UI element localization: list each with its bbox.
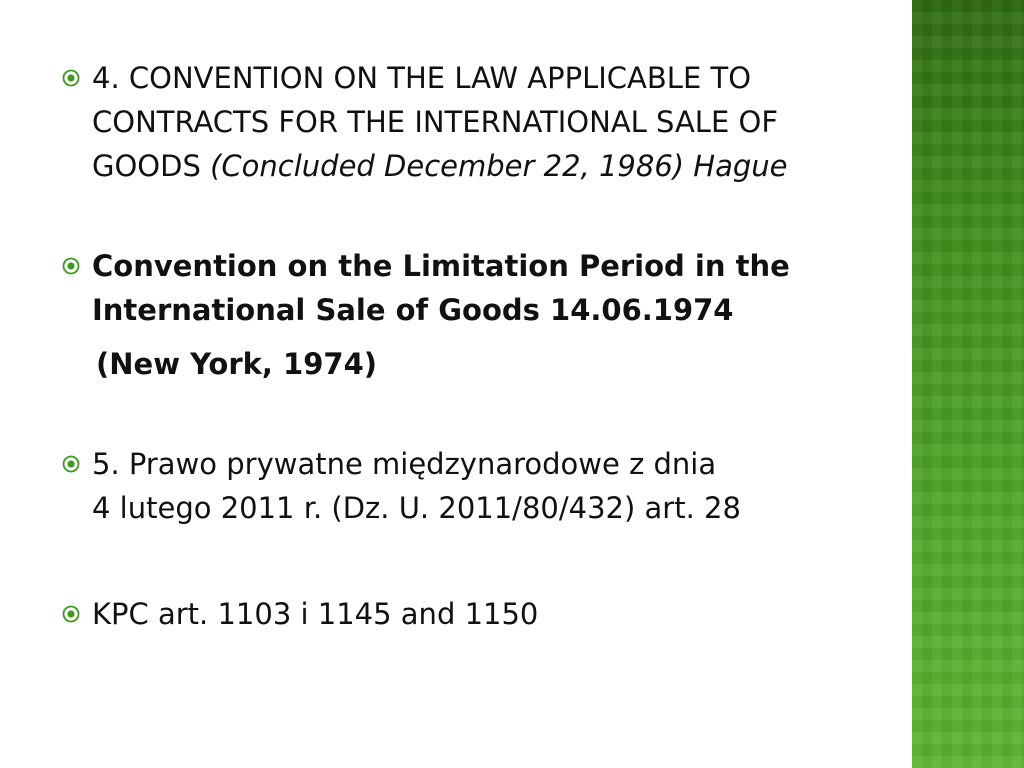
list-item (62, 56, 862, 188)
item-1-line-3-text: GOODS (92, 149, 211, 183)
circled-dot-icon (62, 605, 80, 623)
list-item (62, 442, 862, 530)
circled-dot-icon (62, 69, 80, 87)
green-side-bar (912, 0, 1024, 768)
item-4-line-1: KPC art. 1103 i 1145 and 1150 (92, 597, 539, 631)
item-1-line-1: 4. CONVENTION ON THE LAW APPLICABLE TO (92, 61, 752, 95)
item-3-line-2: 4 lutego 2011 r. (Dz. U. 2011/80/432) art. 28 (92, 491, 741, 525)
item-1-line-2: CONTRACTS FOR THE INTERNATIONAL SALE OF (92, 105, 779, 139)
item-1-line-3-italic: (Concluded December 22, 1986) Hague (210, 149, 788, 183)
item-3-line-1: 5. Prawo prywatne międzynarodowe z dnia (92, 447, 717, 481)
circled-dot-icon (62, 455, 80, 473)
item-2-line-1: Convention on the Limitation Period in the (92, 249, 790, 283)
item-2-line-2: International Sale of Goods 14.06.1974 (92, 293, 734, 327)
list-item (62, 244, 862, 386)
bullet-list (62, 56, 862, 636)
list-item (62, 592, 862, 636)
item-2-line-3: (New York, 1974) (96, 347, 378, 381)
item-1-line-3 (92, 144, 862, 188)
circled-dot-icon (62, 257, 80, 275)
